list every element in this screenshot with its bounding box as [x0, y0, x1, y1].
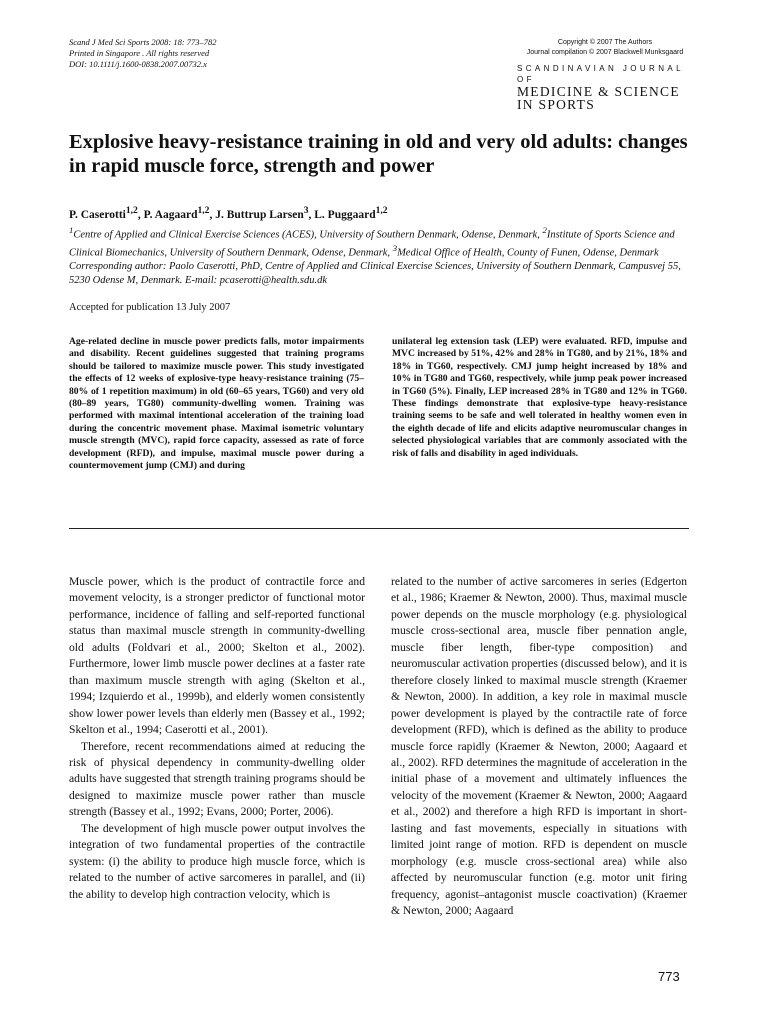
- citation-journal-line: Scand J Med Sci Sports 2008: 18: 773–782: [69, 37, 217, 47]
- page-number: 773: [658, 969, 680, 984]
- affiliation-1: Centre of Applied and Clinical Exercise Sciences (ACES), University of Southern Denmark, Odense, Denmark,: [73, 229, 543, 241]
- body-paragraph: Muscle power, which is the product of contractile force and movement velocity, is a stronger predictor of functional motor performance, incidence of falling and self-reported functional status than maximal muscle strength in community-dwelling old adults (Foldvari et al., 2000; Skelton et al., 2002). Furthermore, lower limb muscle power declines at a faster rate than maximum muscle strength with aging (Skelton et al., 1994; Izquierdo et al., 1999b), and elderly women consistently show lower power levels than elderly men (Bassey et al., 1992; Skelton et al., 1994; Caserotti et al., 2001).: [69, 575, 365, 737]
- affiliation-2: Institute of Sports Science and Clinical Biomechanics, University of Southern Denmark, Odense, Denmark,: [69, 229, 675, 259]
- journal-title: [515, 63, 695, 111]
- author-separator: ,: [209, 208, 216, 221]
- accepted-date: Accepted for publication 13 July 2007: [69, 302, 231, 313]
- author-list: [69, 205, 388, 221]
- affiliation-sup: 2: [542, 225, 547, 235]
- author-affiliation-sup: 1,2: [125, 205, 138, 216]
- body-paragraph: related to the number of active sarcomeres in series (Edgerton et al., 1986; Kraemer & Newton, 2000). Thus, maximal muscle power depends on the muscle morphology (e.g. physiological muscle cross-sectional area, muscle fiber pennation angle, muscle fiber length, fiber-type composition) and neuromuscular activation properties (discussed below), and it is therefore closely linked to maximal muscle strength (Kraemer & Newton, 2000). In addition, a key role in maximal muscle power development is played by the contractile rate of force development (RFD), which is defined as the ability to produce muscle force rapidly (Kraemer & Newton, 2000; Aagaard et al., 2002). RFD determines the magnitude of acceleration in the initial phase of a movement and ultimately influences the velocity of the movement (Kraemer & Newton, 2000; Aagaard et al., 2002) and therefore a high RFD is important in short-lasting and fast movements, especially in situations with limited joint range of motion. RFD is dependent on muscle morphology (e.g. muscle cross-sectional area) while also affected by neuromuscular function (e.g. motor unit firing frequency, agonist–antagonist muscle coactivation) (Kraemer & Newton, 2000; Aagaard: [391, 575, 687, 918]
- affiliation-sup: 3: [392, 243, 398, 253]
- author-affiliation-sup: 3: [303, 205, 309, 216]
- affiliation-sup: 1: [69, 225, 74, 235]
- copyright-line: Copyright © 2007 The Authors: [557, 39, 653, 46]
- body-column-left: [69, 574, 365, 903]
- citation-doi-line: DOI: 10.1111/j.1600-0838.2007.00732.x: [69, 59, 207, 69]
- abstract-divider: [69, 528, 689, 529]
- corresponding-author: Corresponding author: Paolo Caserotti, PhD, Centre of Applied and Clinical Exercise Sciences, University of Southern Denmark, Campusvej 55, 5230 Odense M, Denmark. E-mail: pcaserotti@health.sdu.dk: [69, 261, 681, 286]
- journal-title-line1: SCANDINAVIAN JOURNAL OF: [517, 64, 684, 84]
- affiliation-3: Medical Office of Health, County of Funen, Odense, Denmark: [397, 247, 659, 259]
- body-paragraph: Therefore, recent recommendations aimed at reducing the risk of physical dependency in community-dwelling older adults have suggested that strength training programs should be designed to maximize muscle power rather than muscle strength (Bassey et al., 1992; Evans, 2000; Porter, 2006).: [69, 739, 365, 819]
- affiliations: [69, 224, 694, 287]
- author-affiliation-sup: 1,2: [375, 205, 388, 216]
- abstract-column-right: unilateral leg extension task (LEP) were evaluated. RFD, impulse and MVC increased by 51%, 42% and 28% in TG80, and by 21%, 18% and 18% in TG60, respectively. CMJ jump height increased by 18% and 10% in TG80 and TG60, respectively, while jump peak power increased in TG60 (5%). Finally, LEP increased 28% in TG80 and 12% in TG60. These findings demonstrate that explosive-type heavy-resistance training seems to be safe and well tolerated in healthy women even in the eighth decade of life and elicits adaptive neuromuscular changes in selected physiological variables that are commonly associated with the risk of falls and disability in aged individuals.: [392, 336, 687, 459]
- citation-block: [69, 37, 329, 70]
- journal-title-line2: MEDICINE & SCIENCE: [517, 84, 680, 99]
- author-name: P. Caserotti: [69, 208, 126, 221]
- abstract-column-left: Age-related decline in muscle power predicts falls, motor impairments and disability. Recent guidelines suggested that training programs should be tailored to maximize muscle power. This study investigated the effects of 12 weeks of explosive-type heavy-resistance training (75–80% of 1 repetition maximum) in old (60–65 years, TG60) and very old (80–89 years, TG80) community-dwelling women. Training was performed with maximal intentional acceleration of the training load during the concentric movement phase. Maximal isometric voluntary muscle strength (MVC), rapid force capacity, assessed as rate of force development (RFD), and impulse, maximal muscle power during a countermovement jump (CMJ) and during: [69, 336, 364, 472]
- affiliation-list: [69, 224, 694, 260]
- author-name: P. Aagaard: [143, 208, 198, 221]
- article-title: Explosive heavy-resistance training in old and very old adults: changes in rapid muscle force, strength and power: [69, 131, 688, 177]
- compilation-line: Journal compilation © 2007 Blackwell Munksgaard: [526, 49, 684, 56]
- journal-title-line3: IN SPORTS: [517, 97, 596, 112]
- author-separator: ,: [308, 208, 315, 221]
- author-name: L. Puggaard: [314, 208, 376, 221]
- citation-printed-line: Printed in Singapore . All rights reserved: [69, 48, 210, 58]
- body-paragraph: The development of high muscle power output involves the integration of two fundamental properties of the contractile system: (i) the ability to produce high muscle force, which is related to the number of active sarcomeres in parallel, and (ii) the ability to develop high contraction velocity, which is: [69, 821, 365, 901]
- author-separator: ,: [137, 208, 144, 221]
- author-affiliation-sup: 1,2: [197, 205, 210, 216]
- journal-masthead: [515, 38, 695, 111]
- author-name: J. Buttrup Larsen: [215, 208, 304, 221]
- body-column-right: [391, 574, 687, 920]
